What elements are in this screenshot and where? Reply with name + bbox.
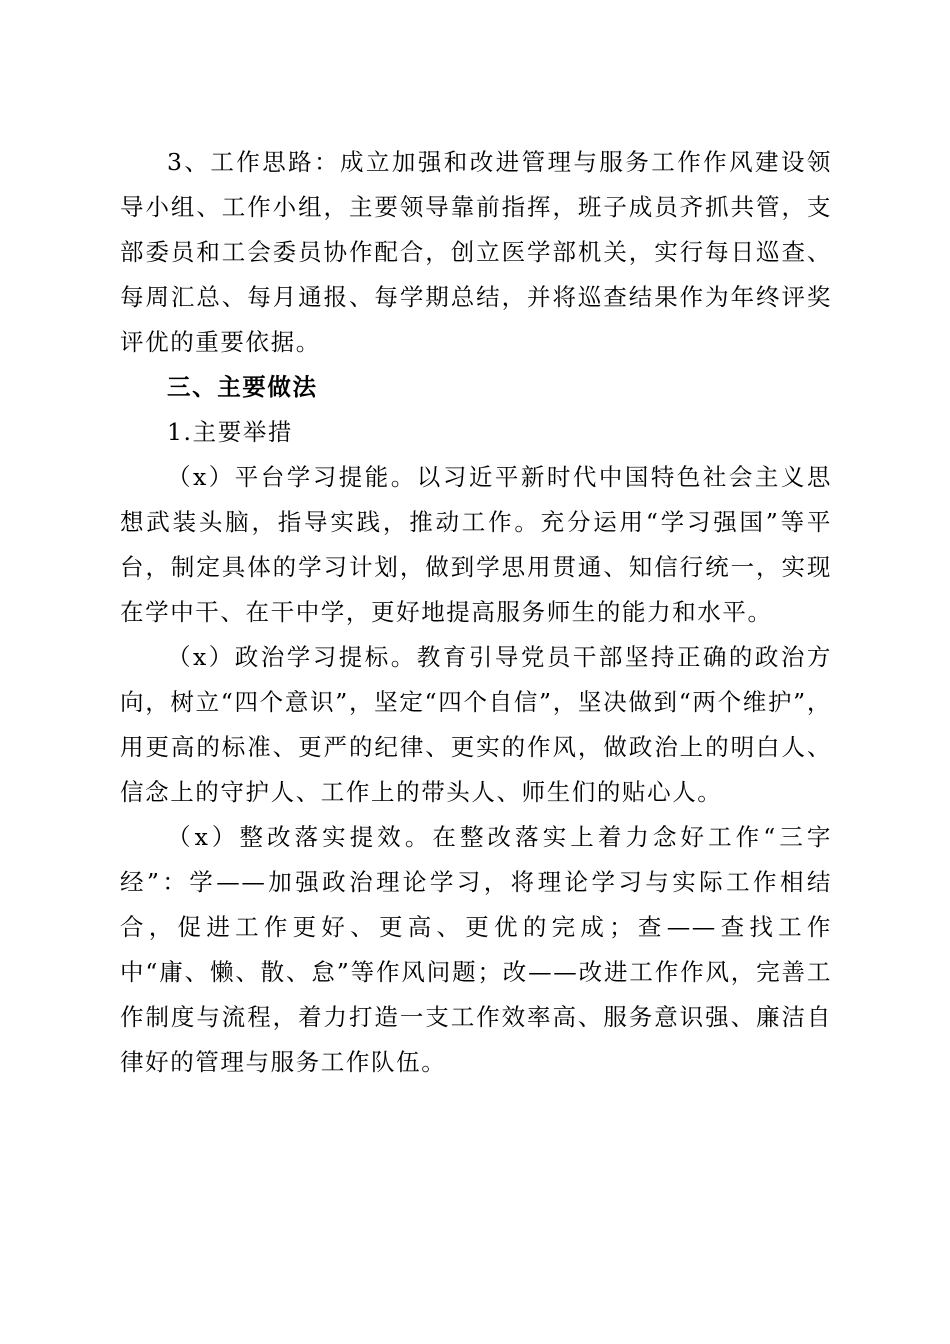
political-learning-paragraph: （x）政治学习提标。教育引导党员干部坚持正确的政治方向，树立“四个意识”，坚定“四个自信”，坚决做到“两个维护”，用更高的标准、更严的纪律、更实的作风，做政治上的明白人、信念上的守护人、工作上的带头人、师生们的贴心人。 — [120, 643, 832, 806]
subsection-heading: 1.主要举措 — [167, 418, 294, 446]
section-heading: 三、主要做法 — [167, 373, 318, 401]
document-body — [120, 140, 832, 1085]
platform-learning-paragraph: （x）平台学习提能。以习近平新时代中国特色社会主义思想武装头脑，指导实践，推动工作。充分运用“学习强国”等平台，制定具体的学习计划，做到学思用贯通、知信行统一，实现在学中干、在干中学，更好地提高服务师生的能力和水平。 — [120, 463, 832, 626]
work-approach-paragraph: 3、工作思路：成立加强和改进管理与服务工作作风建设领导小组、工作小组，主要领导靠前指挥，班子成员齐抓共管，支部委员和工会委员协作配合，创立医学部机关，实行每日巡查、每周汇总、每月通报、每学期总结，并将巡查结果作为年终评奖评优的重要依据。 — [120, 148, 832, 356]
rectification-paragraph: （x）整改落实提效。在整改落实上着力念好工作“三字经”：学——加强政治理论学习，将理论学习与实际工作相结合，促进工作更好、更高、更优的完成；查——查找工作中“庸、懒、散、怠”等作风问题；改——改进工作作风，完善工作制度与流程，着力打造一支工作效率高、服务意识强、廉洁自律好的管理与服务工作队伍。 — [120, 823, 832, 1076]
